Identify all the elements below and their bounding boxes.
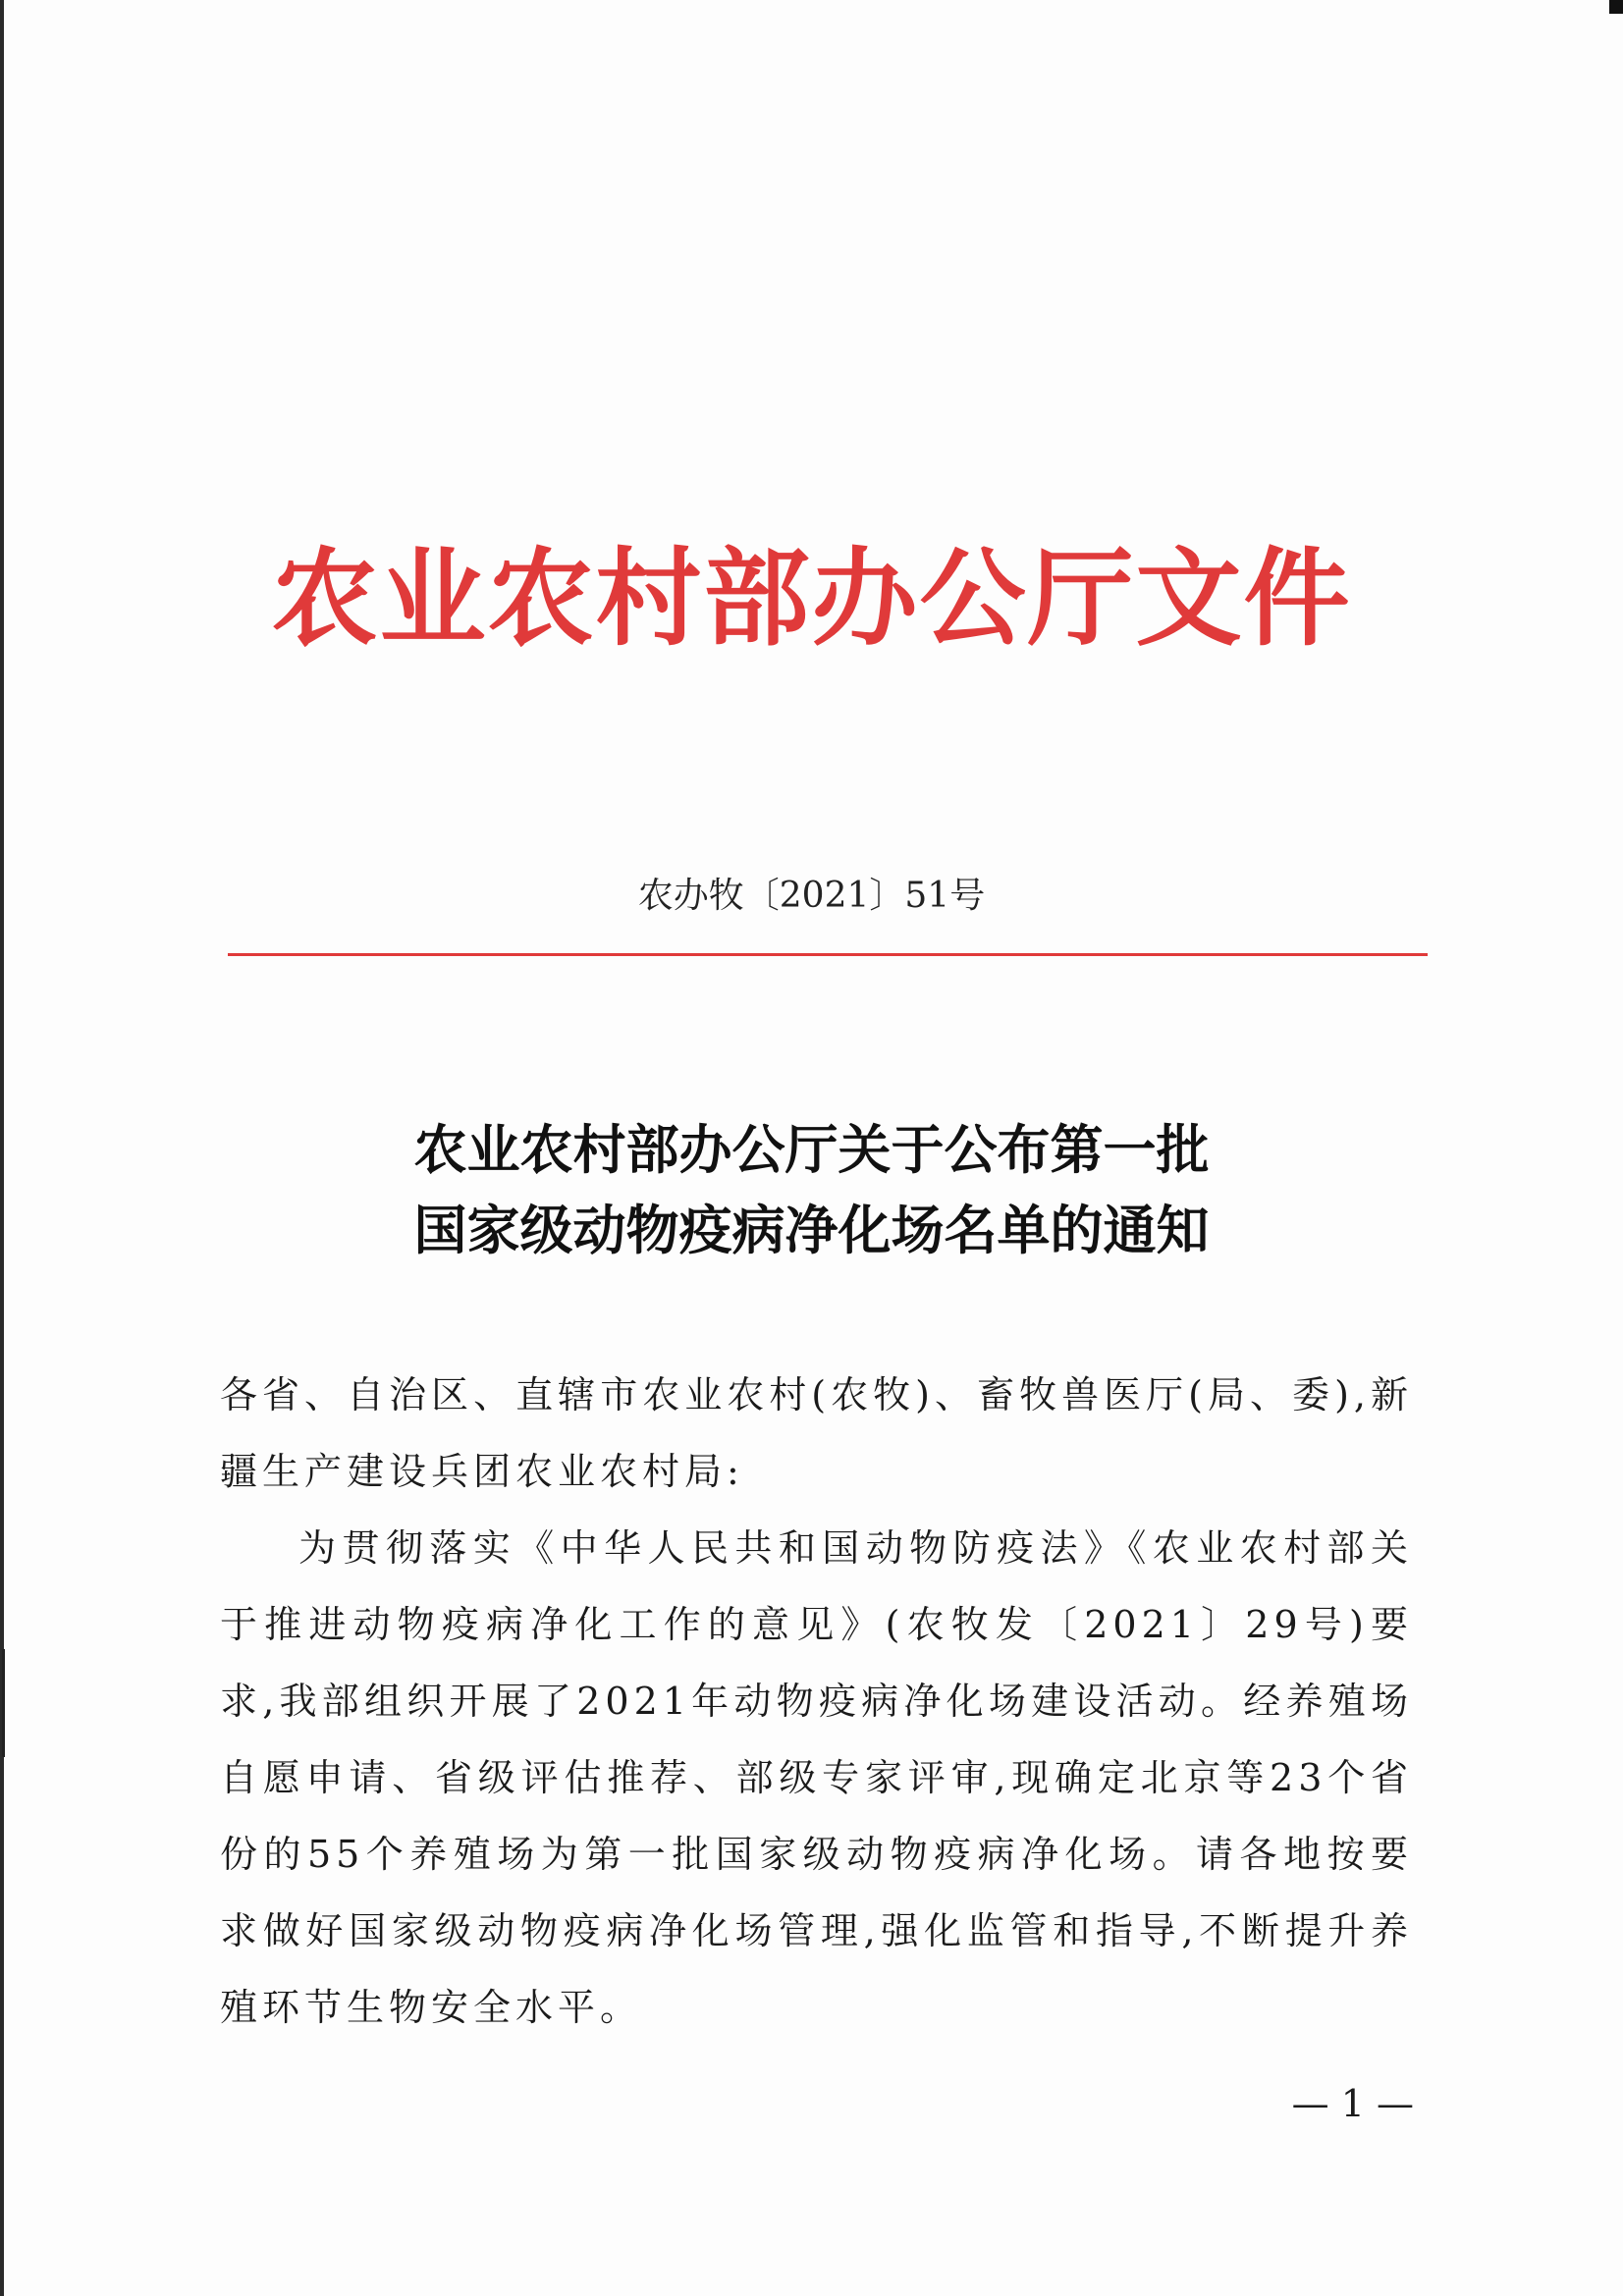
notice-title-line-2: 国家级动物疫病净化场名单的通知 — [413, 1199, 1210, 1261]
red-divider-line — [228, 953, 1428, 956]
issuer-title: 农业农村部办公厅文件 — [271, 537, 1352, 661]
document-number: 农办牧〔2021〕51号 — [637, 876, 986, 916]
page-number: — 1 — — [1291, 2082, 1414, 2125]
body-paragraph: 为贯彻落实《中华人民共和国动物防疫法》《农业农村部关于推进动物疫病净化工作的意见》(农牧发〔2021〕29号)要求,我部组织开展了2021年动物疫病净化场建设活动。经养殖场自愿申请、省级评估推荐、部级专家评审,现确定北京等23个省份的55个养殖场为第一批国家级动物疫病净化场。请各地按要求做好国家级动物疫病净化场管理,强化监管和指导,不断提升养殖环节生物安全水平。 — [220, 1526, 1413, 2029]
scan-corner-mark — [1609, 0, 1623, 14]
notice-title — [0, 1109, 1623, 1270]
scan-bracket-mark — [2, 1649, 10, 1757]
addressee-paragraph: 各省、自治区、直辖市农业农村(农牧)、畜牧兽医厅(局、委),新疆生产建设兵团农业农村局: — [220, 1373, 1413, 1493]
notice-title-line-1: 农业农村部办公厅关于公布第一批 — [413, 1118, 1210, 1181]
